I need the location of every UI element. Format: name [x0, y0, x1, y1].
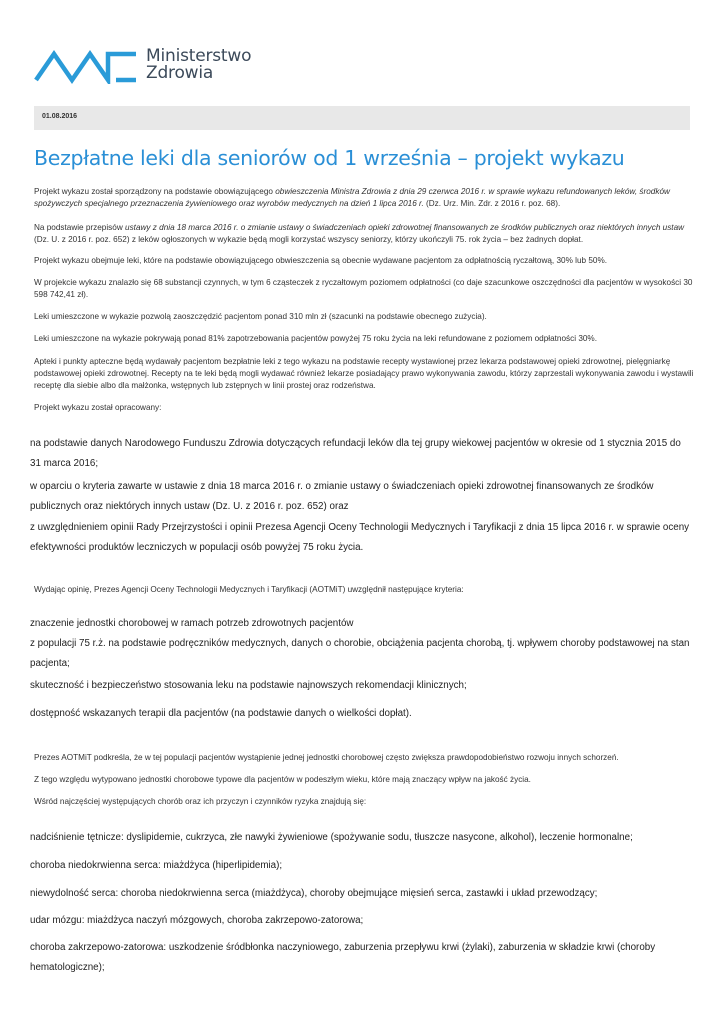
list-3-item-2: choroba niedokrwienna serca: miażdżyca (hiperlipidemia);: [30, 860, 283, 871]
date-bar: [34, 106, 690, 130]
paragraph-9: Wydając opinię, Prezes Agencji Oceny Technologii Medycznych i Taryfikacji (AOTMiT) uwzględnił następujące kryteria:: [34, 585, 464, 594]
paragraph-3: Projekt wykazu obejmuje leki, które na podstawie obowiązującego obwieszczenia są obecnie wydawane pacjentom za odpłatnością ryczałtową, 30% lub 50%.: [34, 256, 607, 265]
paragraph-6: Leki umieszczone na wykazie pokrywają ponad 81% zapotrzebowania pacjentów powyżej 75 roku życia na leki refundowane z poziomem odpłatności 30%.: [34, 334, 597, 343]
p2-text-c: (Dz. U. z 2016 r. poz. 652) z leków ogłoszonych w wykazie będą mogli korzystać wszyscy seniorzy, którzy ukończyli 75. rok życia – bez żadnych dopłat.: [34, 235, 584, 244]
paragraph-12: Wśród najczęściej występujących chorób oraz ich przyczyn i czynników ryzyka znajdują się:: [34, 797, 367, 806]
paragraph-8: Projekt wykazu został opracowany:: [34, 403, 162, 412]
list-2-item-4: dostępność wskazanych terapii dla pacjentów (na podstawie danych o wielkości dopłat).: [30, 708, 412, 719]
p1-text-a: Projekt wykazu został sporządzony na podstawie obowiązującego: [34, 187, 276, 196]
list-1-item-3: z uwzględnieniem opinii Rady Przejrzystości i opinii Prezesa Agencji Oceny Technologii Medycznych i Taryfikacji z dnia 15 lipca 2016 r. w sprawie oceny efektywności produktów leczniczych w populacji osób powyżej 75 roku życia.: [30, 522, 690, 553]
list-1-item-2: w oparciu o kryteria zawarte w ustawie z dnia 18 marca 2016 r. o zmianie ustawy o świadczeniach opieki zdrowotnej finansowanych ze środków publicznych oraz niektórych innych ustaw (Dz. U. z 2016 r. poz. 652) oraz: [30, 481, 654, 512]
list-2-item-2: z populacji 75 r.ż. na podstawie podręczników medycznych, danych o chorobie, obciążenia pacjenta chorobą, tj. wpływem choroby podstawowej na stan pacjenta;: [30, 638, 690, 669]
p1-text-italic: obwieszczenia Ministra Zdrowia z dnia 29 czerwca 2016 r. w sprawie wykazu refundowanych leków, środków spożywczych specjalnego przeznaczenia żywieniowego oraz wyrobów medycznych na dzień 1 lipca 2016 r.: [34, 187, 670, 208]
publish-date: 01.08.2016: [42, 113, 78, 120]
paragraph-5: Leki umieszczone w wykazie pozwolą zaoszczędzić pacjentom ponad 310 mln zł (szacunki na podstawie obecnego zużycia).: [34, 312, 487, 321]
paragraph-2: [34, 222, 694, 246]
page-title: Bezpłatne leki dla seniorów od 1 września – projekt wykazu: [34, 146, 625, 170]
p2-text-a: Na podstawie przepisów: [34, 223, 126, 232]
logo-line-2: Zdrowia: [146, 63, 214, 83]
paragraph-11: Z tego względu wytypowano jednostki chorobowe typowe dla pacjentów w podeszłym wieku, które mają znaczący wpływ na jakość życia.: [34, 775, 531, 784]
logo-text: [146, 48, 251, 82]
ministry-logo-icon: [34, 48, 138, 84]
p1-text-c: (Dz. Urz. Min. Zdr. z 2016 r. poz. 68).: [423, 199, 561, 208]
logo-line-1: Ministerstwo: [146, 46, 252, 66]
list-1-item-1: na podstawie danych Narodowego Funduszu Zdrowia dotyczących refundacji leków dla tej grupy wiekowej pacjentów w okresie od 1 stycznia 2015 do 31 marca 2016;: [30, 438, 681, 469]
list-3-item-5: choroba zakrzepowo-zatorowa: uszkodzenie śródbłonka naczyniowego, zaburzenia przepływu krwi (żylaki), zaburzenia w składzie krwi (choroby hematologiczne);: [30, 942, 656, 973]
list-3-item-1: nadciśnienie tętnicze: dyslipidemie, cukrzyca, złe nawyki żywieniowe (spożywanie sodu, tłuszcze nasycone, alkohol), leczenie hormonalne;: [30, 832, 633, 843]
list-2-item-1: znaczenie jednostki chorobowej w ramach potrzeb zdrowotnych pacjentów: [30, 618, 354, 629]
paragraph-4: W projekcie wykazu znalazło się 68 substancji czynnych, w tym 6 cząsteczek z ryczałtowym poziomem odpłatności (co daje szacunkowe oszczędności dla pacjentów w wysokości 30 598 742,41 zł).: [34, 278, 693, 299]
paragraph-1: [34, 186, 694, 210]
list-2-item-3: skuteczność i bezpieczeństwo stosowania leku na podstawie najnowszych rekomendacji klinicznych;: [30, 680, 467, 691]
paragraph-7: Apteki i punkty apteczne będą wydawały pacjentom bezpłatnie leki z tego wykazu na podstawie recepty wystawionej przez lekarza podstawowej opieki zdrowotnej, pielęgniarkę podstawowej opieki zdrowotnej. Recepty na te leki będą mogli wydawać również lekarze posiadający prawo wykonywania zawodu, którzy zaprzestali wykonywania zawodu i wystawili receptę dla siebie albo dla małżonka, wstępnych lub zstępnych w linii prostej oraz rodzeństwa.: [34, 357, 694, 390]
paragraph-10: Prezes AOTMiT podkreśla, że w tej populacji pacjentów wystąpienie jednej jednostki chorobowej często zwiększa prawdopodobieństwo rozwoju innych schorzeń.: [34, 753, 619, 762]
list-3-item-4: udar mózgu: miażdżyca naczyń mózgowych, choroba zakrzepowo-zatorowa;: [30, 915, 364, 926]
p2-text-italic: ustawy z dnia 18 marca 2016 r. o zmianie ustawy o świadczeniach opieki zdrowotnej finansowanych ze środków publicznych oraz niektórych innych ustaw: [125, 223, 685, 232]
list-3-item-3: niewydolność serca: choroba niedokrwienna serca (miażdżyca), choroby obejmujące mięsień serca, zastawki i układ przewodzący;: [30, 888, 598, 899]
